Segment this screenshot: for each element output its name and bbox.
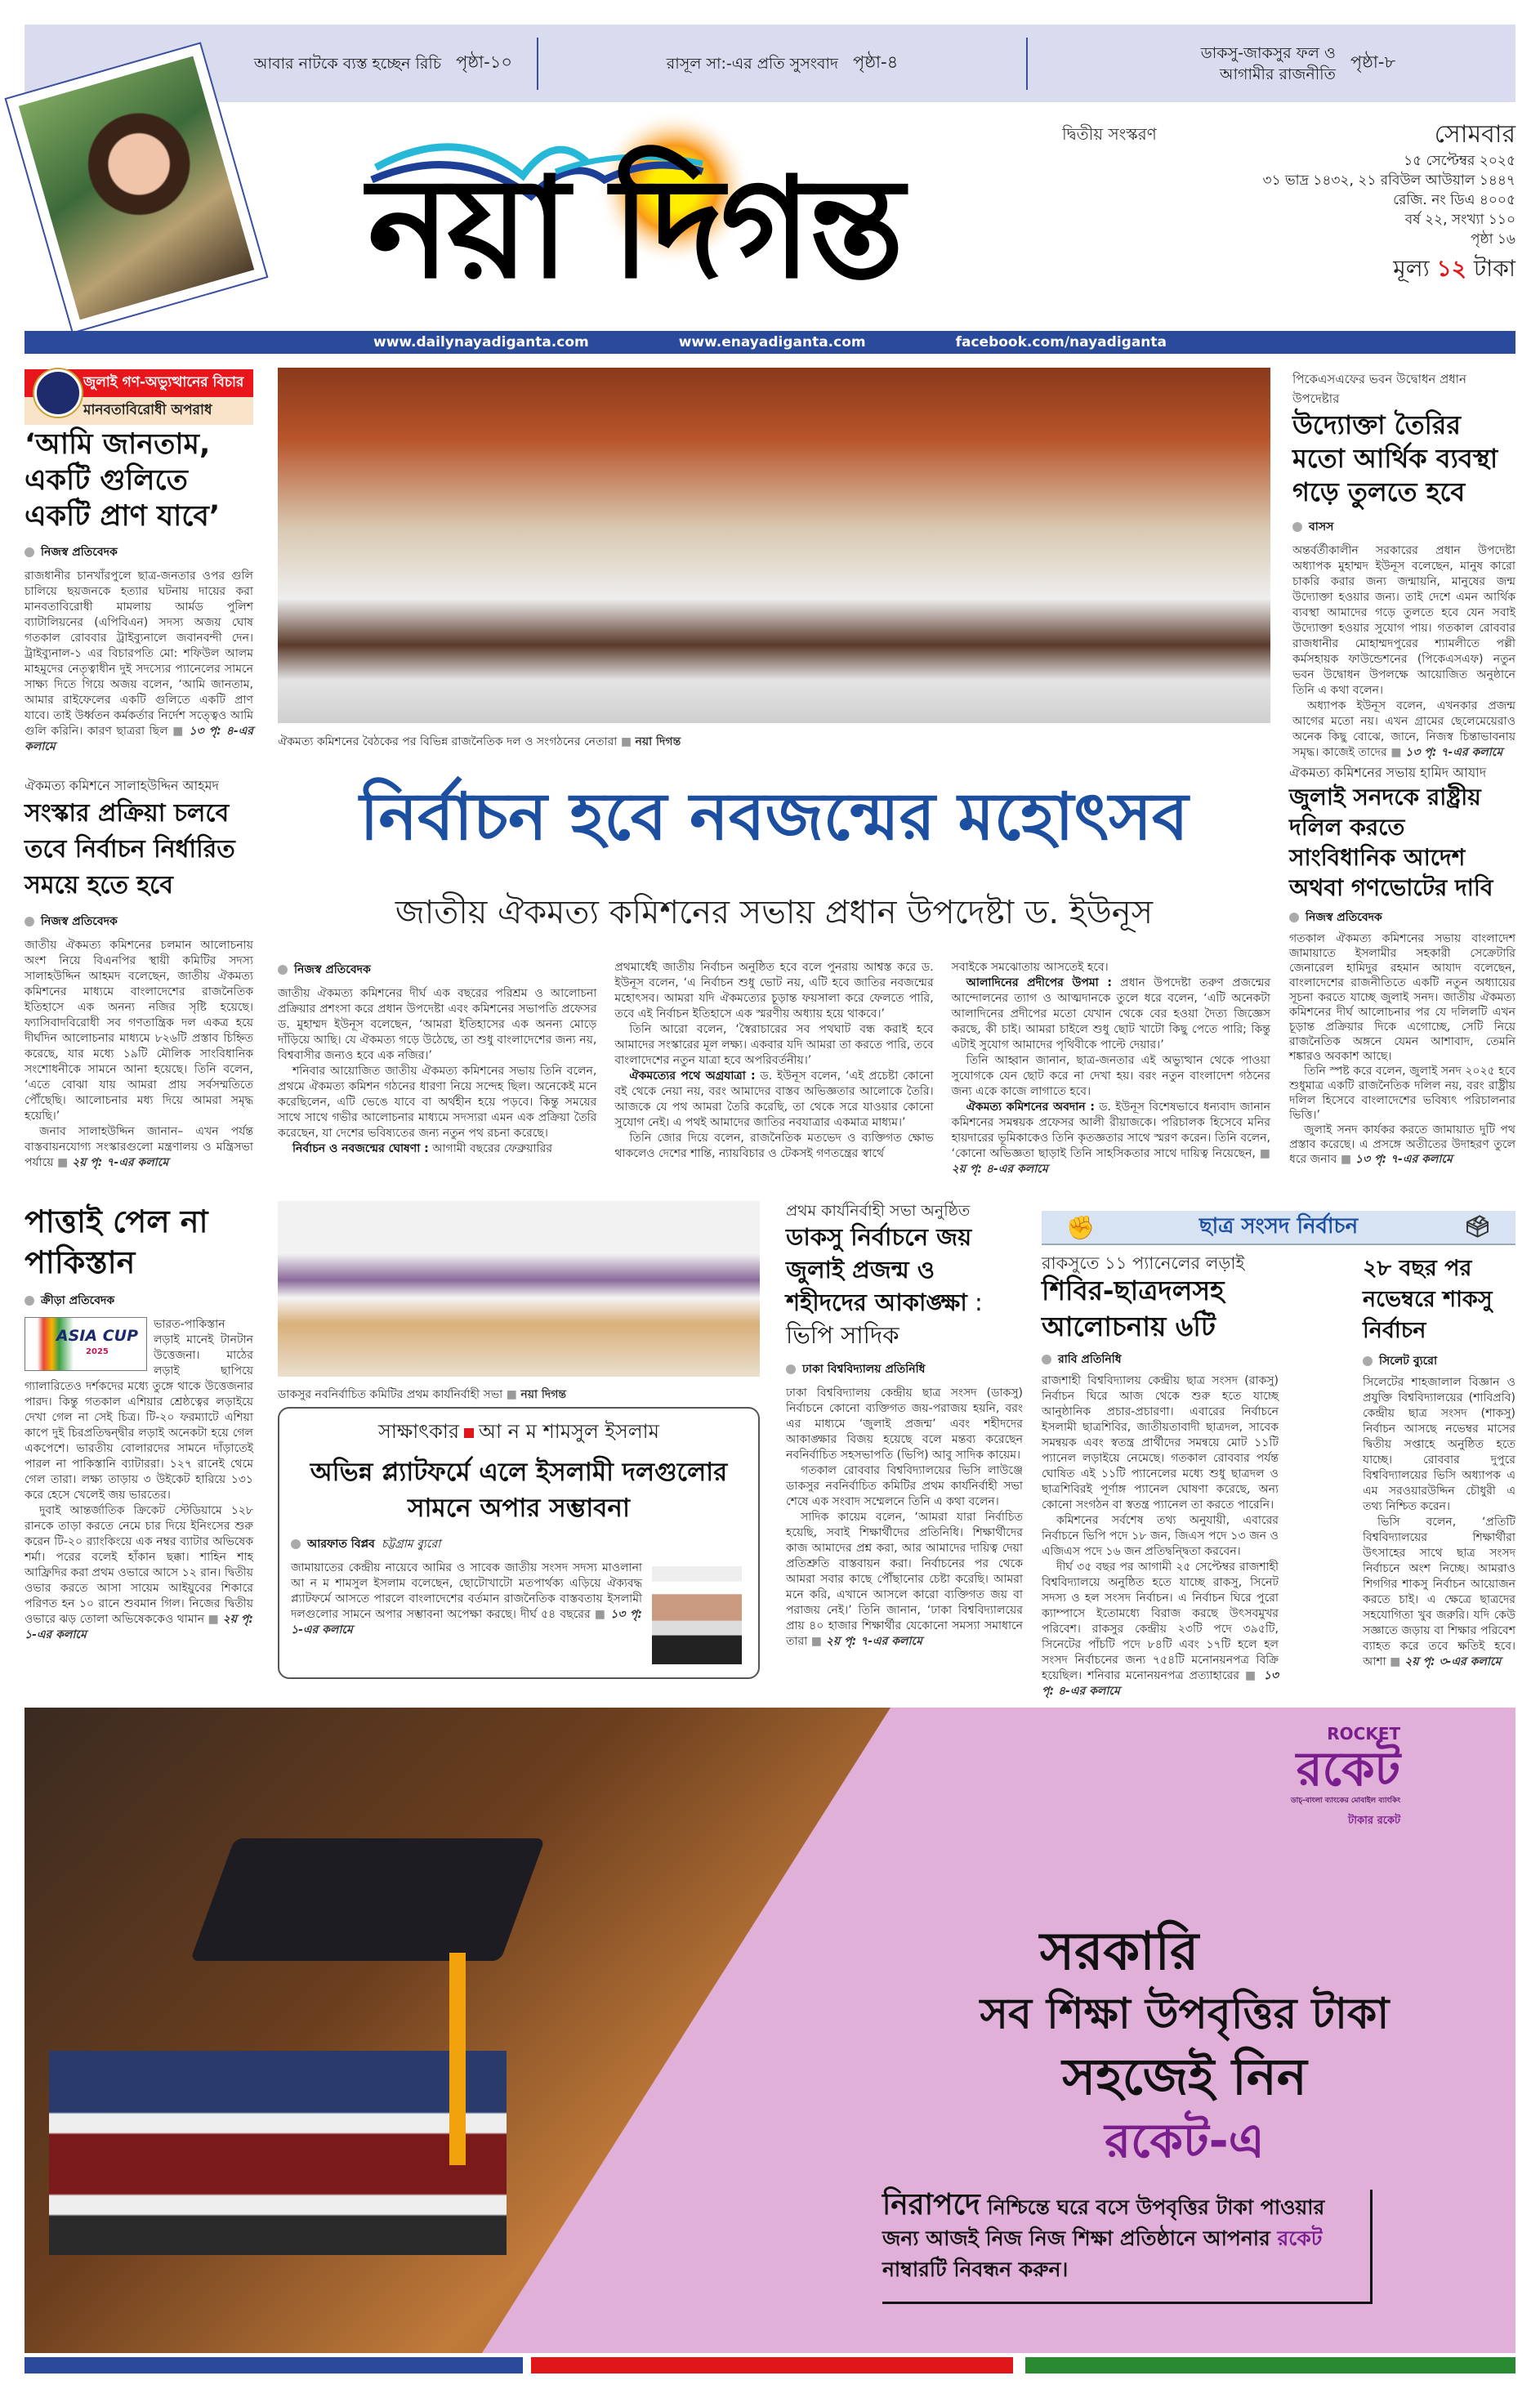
page-count: পৃষ্ঠা ১৬ bbox=[1470, 231, 1515, 248]
teaser-title: ডাকসু-জাকসুর ফল ও আগামীর রাজনীতি bbox=[1200, 43, 1336, 83]
article-body bbox=[1042, 1373, 1279, 1699]
ad-photo bbox=[25, 1708, 891, 2353]
teaser-bar bbox=[25, 25, 1515, 102]
paragraph bbox=[291, 1561, 642, 1638]
lead-article-body bbox=[278, 960, 1270, 1177]
pksf-story bbox=[1292, 369, 1515, 761]
shaksu-story bbox=[1363, 1253, 1515, 1670]
article-body bbox=[786, 1386, 1023, 1650]
paragraph bbox=[786, 1510, 1023, 1650]
paragraph-text: দুবাই আন্তর্জাতিক ক্রিকেট স্টেডিয়ামে ১২৮ রানকে তাড়া করতে নেমে চার দিয়ে ইনিংসের শুরু করেন টি-২০ র‍্যাংকিংয়ে এক নম্বর ব্যাটার অভিষেক শর্মা। পরের বলেই হাঁকান ছক্কা। শাহিন শাহ আফ্রিদির করা প্রথম ওভারে আসে ১২ রান। দ্বিতীয় ওভার করতে আসা সায়েম আইয়ুবের শিকারে পরিণত হন ১০ রানে শুবমান গিল। নিজের দ্বিতীয় ওভারে ঝড় তোলা অভিষেককেও থামান bbox=[25, 1504, 253, 1626]
byline bbox=[1289, 908, 1515, 927]
paragraph: তিনি আরো বলেন, ‘স্বৈরাচারের সব পথঘাট বন্ধ করাই হবে আমাদের সংস্কারের মূল লক্ষ্য। একবার যদি আমরা তা করতে পারি, তবে বাংলাদেশের নতুন যাত্রা হবে অপরিবর্তনীয়।’ bbox=[614, 1023, 934, 1067]
kicker: রাকসুতে ১১ প্যানেলের লড়াই bbox=[1042, 1253, 1245, 1273]
ad-body-lead: নিরাপদে bbox=[882, 2188, 980, 2222]
byline-text: বাসস bbox=[1309, 520, 1334, 534]
jump-link[interactable]: ■ ২য় পৃ: ৭-এর কলামে bbox=[57, 1156, 168, 1169]
byline bbox=[786, 1360, 1023, 1379]
headline[interactable]: পাত্তাই পেল না পাকিস্তান bbox=[25, 1203, 208, 1280]
brand-tagline: ডাচ্‌-বাংলা ব্যাংকের মোবাইল ব্যাংকিং bbox=[1291, 1797, 1401, 1805]
paragraph bbox=[25, 1124, 253, 1171]
article-body bbox=[1289, 931, 1515, 1167]
facebook-link[interactable]: facebook.com/nayadiganta bbox=[955, 334, 1167, 351]
jump-link[interactable]: ■ ২য় পৃ: ৭-এর কলামে bbox=[811, 1635, 922, 1648]
footer-bar-red bbox=[531, 2357, 1013, 2373]
paragraph bbox=[1292, 699, 1515, 761]
paragraph: গতকাল রোববার বিশ্ববিদ্যালয়ের ভিসি লাউঞ্জে ডাকসুর নবনির্বাচিত কমিটির প্রথম কার্যনির্বাহী সভা শেষে এক সংবাদ সম্মেলনে তিনি এ কথা বলেন। bbox=[786, 1464, 1023, 1508]
caption-credit: নয়া দিগন্ত bbox=[635, 735, 681, 748]
ad-line: রকেট-এ bbox=[1105, 2113, 1265, 2168]
paragraph-text: ড. ইউনূস বলেন, ‘এই প্রচেষ্টা কোনো বই থেকে নেয়া নয়, বরং আমাদের বাস্তব অভিজ্ঞতার আলোকে তৈরি। আজকে যে পথ আমরা তৈরি করেছি, তা থেকে সরে যাওয়ার কোনো সুযোগ নেই। এ পথই আমাদের জাতির নবযাত্রার একমাত্র মাধ্যম।’ bbox=[614, 1069, 934, 1129]
jump-link[interactable]: ■ ১৩ পৃ: ৭-এর কলামে bbox=[1341, 1153, 1453, 1166]
ad-headline bbox=[874, 1920, 1495, 2172]
byline bbox=[25, 912, 253, 931]
interview-box bbox=[278, 1407, 760, 1679]
price-currency: টাকা bbox=[1473, 255, 1515, 282]
byline-text: নিজস্ব প্রতিবেদক bbox=[41, 546, 118, 559]
teaser-item[interactable] bbox=[1026, 38, 1515, 90]
article-body bbox=[25, 1317, 253, 1643]
books-image bbox=[49, 2051, 507, 2255]
bullet-icon bbox=[25, 1296, 34, 1306]
kicker: ঐকমত্য কমিশনের সভায় হামিদ আযাদ bbox=[1289, 765, 1487, 780]
url-bar bbox=[25, 331, 1515, 354]
paragraph: জাতীয় ঐকমত্য কমিশনের চলমান আলোচনায় অংশ নিয়ে বিএনপির স্থায়ী কমিটির সদস্য সালাহউদ্দিন আহমদ বলেছেন, জাতীয় ঐকমত্য কমিশনের মাধ্যমে বাংলাদেশের রাজনৈতিক ইতিহাসে এক অনন্য নজির সৃষ্টি হয়েছে। ফ্যাসিবাদবিরোধী সব গণতান্ত্রিক দল একত্র হয়ে দীর্ঘদিন আলোচনার মাধ্যমে ৮২৬টি প্রস্তাব চিহ্নিত করেছে, যার মধ্যে ১৯টি মৌলিক সাংবিধানিক সংশোধনীকে সামনে আনা হয়েছে। তিনি বলেন, ‘এতে বোঝা যায় আমরা প্রায় সর্বসম্মতিতে পৌঁছেছি। আলোচনার মধ্য দিয়ে আমরা সমৃদ্ধ হয়েছি।’ bbox=[25, 939, 253, 1123]
headline[interactable]: শিবির-ছাত্রদলসহ আলোচনায় ৬টি bbox=[1042, 1275, 1225, 1342]
jump-link[interactable]: ■ ১৩ পৃ: ৪-এর কলামে bbox=[1042, 1669, 1279, 1698]
jump-link[interactable]: ■ ২য় পৃ: ৪-এর কলামে bbox=[952, 1147, 1270, 1176]
headline[interactable]: অভিন্ন প্ল্যাটফর্মে এলে ইসলামী দলগুলোর সামনে অপার সম্ভাবনা bbox=[310, 1458, 728, 1523]
byline-text: আরফাত বিপ্লব bbox=[307, 1538, 375, 1551]
website-link[interactable]: www.dailynayadiganta.com bbox=[373, 334, 589, 351]
subhead: ঐকমত্যের পথে অগ্রযাত্রা : bbox=[629, 1069, 756, 1083]
paragraph: তিনি জোর দিয়ে বলেন, রাজনৈতিক মতভেদ ও ব্যক্তিগত ক্ষোভ থাকলেও দেশের শান্তি, ন্যায়বিচার ও টেকসই গণতন্ত্রের স্বার্থে bbox=[614, 1132, 934, 1160]
bullet-icon bbox=[1363, 1356, 1373, 1366]
paragraph bbox=[25, 569, 253, 755]
byline bbox=[25, 1291, 253, 1311]
paragraph bbox=[278, 1141, 596, 1157]
paragraph-text: জুলাই সনদ কার্যকর করতে জামায়াত দুটি পথ প্রস্তাব করেছে। এ প্রসঙ্গে অতীতের উদাহরণ তুলে ধরে জনাব bbox=[1289, 1123, 1515, 1166]
ad-line: সহজেই নিন bbox=[1062, 2047, 1307, 2106]
article-body bbox=[25, 938, 253, 1171]
section-title: ছাত্র সংসদ নির্বাচন bbox=[1199, 1214, 1359, 1239]
paragraph: তিনি আহ্বান জানান, ছাত্র-জনতার এই অভ্যুত্থান থেকে পাওয়া সুযোগকে যেন ছোট করে না দেখা হয়। বরং নতুন বাংলাদেশ গঠনের জন্য একে কাজে লাগাতে হবে। bbox=[951, 1054, 1270, 1098]
paragraph: সবাইকে সমঝোতায় আসতেই হবে। bbox=[951, 961, 1109, 974]
bullet-icon bbox=[1042, 1355, 1051, 1364]
lead-subheadline: জাতীয় ঐকমত্য কমিশনের সভায় প্রধান উপদেষ্টা ড. ইউনূস bbox=[395, 894, 1154, 931]
logo-title: ASIA CUP bbox=[56, 1327, 138, 1345]
bullet-icon bbox=[1289, 913, 1299, 922]
paragraph: শনিবার আয়োজিত জাতীয় ঐকমত্য কমিশনের সভায় তিনি বলেন, প্রথমে ঐকমত্য কমিশন গঠনের ধারণা নিয়ে সন্দেহ ছিল। অনেকেই মনে করেছিলেন, এটি ভেঙে যাবে বা অর্থহীন হয়ে পড়বে। কিন্তু সময়ের সাথে সাথে গভীর আলোচনার মাধ্যমে সদস্যরা এমন এক প্রক্রিয়া তৈরি করেছেন, যা দেশের ভবিষ্যতের জন্য নতুন পথ রচনা করেছে। bbox=[278, 1065, 597, 1140]
subhead: নির্বাচন ও নবজন্মের ঘোষণা : bbox=[292, 1142, 429, 1155]
separator-icon bbox=[464, 1428, 474, 1438]
paragraph-text: ভিসি বলেন, ‘প্রতিটি বিশ্ববিদ্যালয়ের শিক্ষার্থীরা উৎসাহের সাথে ছাত্র সংসদ নির্বাচনে অংশ নিচ্ছে। আমরাও শিগগির শাকসু নির্বাচন আয়োজন করতে চাই। এ ক্ষেত্রে ছাত্রদের সহযোগিতা খুব জরুরি। যদি কেউ সজ্ঞাতে জড়ায় বা শিক্ষার পরিবেশ ব্যাহত করে তবে ক্ষতিই হবে। আশা bbox=[1363, 1516, 1515, 1668]
ad-body-text: নাম্বারটি নিবন্ধন করুন। bbox=[882, 2257, 1069, 2281]
date-block bbox=[1262, 118, 1515, 282]
lead-photo-caption: ঐকমত্য কমিশনের বৈঠকের পর বিভিন্ন রাজনৈতিক দল ও সংগঠনের নেতারা ■ নয়া দিগন্ত bbox=[278, 735, 681, 748]
byline-text: নিজস্ব প্রতিবেদক bbox=[1306, 911, 1382, 924]
ad-line: সরকারি bbox=[1039, 1922, 1199, 1982]
article-body bbox=[25, 569, 253, 755]
label: সাক্ষাৎকার bbox=[378, 1420, 460, 1443]
logo-year: 2025 bbox=[86, 1347, 109, 1356]
tribunal-label bbox=[25, 369, 253, 417]
paragraph-text: জামায়াতের কেন্দ্রীয় নায়েবে আমির ও সাবেক জাতীয় সংসদ সদস্য মাওলানা আ ন ম শামসুল ইসলাম বলেছেন, ছোটোখাটো মতপার্থক্য এড়িয়ে ঐক্যবদ্ধ প্ল্যাটফর্মে আসতে পারলে বাংলাদেশের বর্তমান রাজনৈতিক বাস্তবতায় ইসলামী দলগুলোর সামনে অপার সম্ভাবনা অপেক্ষা করছে। দীর্ঘ ৫৪ বছরের bbox=[291, 1561, 642, 1621]
label-bottom: মানবতাবিরোধী অপরাধ bbox=[25, 397, 253, 425]
paragraph bbox=[1042, 1560, 1279, 1699]
paragraph: তিনি স্পষ্ট করে বলেন, জুলাই সনদ ২০২৫ হবে শুধুমাত্র একটি রাজনৈতিক দলিল নয়, বরং রাষ্ট্রীয় দলিল হিসেবে বাংলাদেশের ভবিষ্যৎ পরিচালনার ভিত্তি।’ bbox=[1289, 1065, 1515, 1122]
paragraph: রাজশাহী বিশ্ববিদ্যালয় কেন্দ্রীয় ছাত্র সংসদ (রাকসু) নির্বাচন ঘিরে আজ থেকে শুরু হতে যাচ্ছে আনুষ্ঠানিক প্রচার-প্রচারণা। এবারের নির্বাচনে ইসলামী ছাত্রশিবির, জাতীয়তাবাদী ছাত্রদল, সাবেক সমন্বয়ক এবং স্বতন্ত্র প্রার্থীদের সমন্বয়ে মোট ১১টি প্যানেল লড়াইয়ে নেমেছে। গতকাল রোববার পর্যন্ত ঘোষিত এই ১১টি প্যানেলের মধ্যে শুধু ছাত্রদল ও ছাত্রশিবিরই পূর্ণাঙ্গ প্যানেল ঘোষণা করেছে, অন্য কোনো সংগঠন বা স্বতন্ত্র প্যানেল তা করতে পারেনি। bbox=[1042, 1374, 1279, 1512]
bullet-icon bbox=[25, 547, 34, 557]
brand-slogan: টাকার রকেট bbox=[1348, 1815, 1401, 1827]
caption-text: ডাকসুর নবনির্বাচিত কমিটির প্রথম কার্যনির্বাহী সভা bbox=[278, 1388, 503, 1401]
column bbox=[614, 960, 933, 1177]
teaser-item[interactable] bbox=[537, 38, 1026, 90]
kicker: ঐকমত্য কমিশনে সালাহউদ্দিন আহমদ bbox=[25, 778, 219, 793]
rocket-logo bbox=[1291, 1724, 1400, 1830]
byline-text: ঢাকা বিশ্ববিদ্যালয় প্রতিনিধি bbox=[802, 1363, 926, 1376]
price bbox=[1263, 255, 1515, 282]
paragraph-text: প্রধান উপদেষ্টা তরুণ প্রজন্মের আন্দোলনের ত্যাগ ও আত্মদানকে তুলে ধরে বলেন, ‘এটি অনেকটা আলাদিনের প্রদীপের মতো যেখান থেকে বের হওয়া দৈত্য জিজ্ঞেস করছে, কী চাই। আমরা চাইলে শুধু ছোট খাটো কিছু পেতে পারি; কিন্তু এটাই সুযোগ আমাদের পৃথিবীকে পাল্টে দেয়ার।’ bbox=[951, 976, 1271, 1052]
lead-headline[interactable]: নির্বাচন হবে নবজন্মের মহোৎসব bbox=[359, 779, 1189, 855]
interviewee-portrait bbox=[652, 1566, 742, 1664]
column bbox=[278, 960, 596, 1177]
lead-photo[interactable] bbox=[278, 368, 1270, 723]
headline[interactable]: ‘আমি জানতাম, একটি গুলিতে একটি প্রাণ যাবে’ bbox=[25, 428, 221, 533]
kicker: পিকেএসএফের ভবন উদ্বোধন প্রধান উপদেষ্টার bbox=[1292, 372, 1466, 406]
rocket-advertisement[interactable] bbox=[25, 1708, 1515, 2353]
bullet-icon bbox=[291, 1539, 301, 1549]
byline bbox=[291, 1534, 747, 1554]
paragraph: অন্তর্বর্তীকালীন সরকারের প্রধান উপদেষ্টা অধ্যাপক মুহাম্মদ ইউনূস বলেছেন, মানুষ কারো চাকরি করার জন্য জন্মায়নি, মানুষের জন্ম উদ্যোক্তা হওয়ার জন্য। তাই দেশে এমন আর্থিক ব্যবস্থা আমাদের গড়ে তুলতে হবে যেন সবাই উদ্যোক্তা হওয়ার সুযোগ পায়। গতকাল রোববার রাজধানীর মোহাম্মদপুরের শ্যামলীতে পল্লী কর্মসহায়ক ফাউন্ডেশনের (পিকেএসএফ) নতুন ভবন উদ্বোধন উপলক্ষে আয়োজিত অনুষ্ঠানে তিনি এ কথা বলেন। bbox=[1292, 544, 1515, 697]
weekday: সোমবার bbox=[1434, 120, 1515, 149]
footer-bar-green bbox=[1025, 2357, 1515, 2373]
paragraph-text: অধ্যাপক ইউনূস বলেন, এখনকার প্রজন্ম আগের মতো নয়। এখন গ্রামের ছেলেমেয়েরাও অনেক কিছু বোঝে, জানে, নিজস্ব চিন্তাভাবনায় সমৃদ্ধ। কাজেই তাদের bbox=[1292, 699, 1515, 759]
raised-fist-icon: ✊ bbox=[1066, 1213, 1095, 1241]
volume: বর্ষ ২২, সংখ্যা ১১০ bbox=[1404, 212, 1515, 228]
byline-text: সিলেট ব্যুরো bbox=[1379, 1355, 1438, 1368]
byline bbox=[1363, 1351, 1515, 1371]
cricket-story bbox=[25, 1201, 253, 1643]
paragraph: কমিশনের সর্বশেষ তথ্য অনুযায়ী, এবারের নির্বাচনে ভিপি পদে ১৮ জন, জিএস পদে ১৩ জন ও এজিএস পদে ১৬ জন প্রতিদ্বন্দ্বিতা করবেন। bbox=[1042, 1514, 1279, 1558]
bullet-icon bbox=[278, 965, 288, 975]
ad-body bbox=[882, 2190, 1373, 2304]
byline-text: নিজস্ব প্রতিবেদক bbox=[294, 963, 371, 976]
price-value: ১২ bbox=[1436, 255, 1466, 282]
headline-main: ডাকসু নির্বাচনে জয় জুলাই প্রজন্ম ও শহীদদের আকাঙ্ক্ষা bbox=[786, 1223, 972, 1316]
subhead: আলাদিনের প্রদীপের উপমা : bbox=[966, 976, 1112, 989]
jamaat-story bbox=[1289, 764, 1515, 1167]
teaser-title: রাসূল সা:-এর প্রতি সুসংবাদ bbox=[666, 54, 838, 73]
ad-line: সব শিক্ষা উপবৃত্তির টাকা bbox=[980, 1989, 1390, 2039]
jump-link[interactable]: ■ ২য় পৃ: ১-এর কলামে bbox=[25, 1613, 253, 1641]
paragraph bbox=[952, 1100, 1270, 1177]
paragraph-text: রাজধানীর চানখাঁরপুলে ছাত্র-জনতার ওপর গুলি চালিয়ে ছয়জনকে হত্যার ঘটনায় দায়ের করা মানবতাবিরোধী মামলায় আর্মড পুলিশ ব্যাটালিয়নের (এপিবিএন) সদস্য অজয় ঘোষ গতকাল রোববার ট্রাইব্যুনালে জবানবন্দী দেন। ট্রাইব্যুনাল-১ এর বিচারপতি মো: শফিউল আলম মাহমুদের নেতৃত্বাধীন দুই সদস্যের প্যানেলের সামনে সাক্ষ্য দিতে গিয়ে অজয় বলেন, ‘আমি জানতাম, আমার রাইফেলের একটি গুলিতে একটি প্রাণ যাবে। তাই উর্ধ্বতন কর্মকর্তার নির্দেশ সত্ত্বেও আমি গুলি করিনি। কারণ ছাত্ররা ছিল bbox=[25, 569, 253, 738]
paragraph-text: ড. ইউনূস বিশেষভাবে ধন্যবাদ জানান কমিশনের সমন্বয়ক প্রফেসর আলী রীয়াজকে। পরিচালক হিসেবে মনির হায়দারের ভূমিকাকেও তিনি কৃতজ্ঞতার সাথে স্মরণ করেন। তিনি বলেন, ‘কোনো অভিজ্ঞতা ছাড়াই তিনি সাহসিকতার সাথে দায়িত্ব নিয়েছেন, bbox=[951, 1101, 1270, 1160]
ducsu-story bbox=[786, 1201, 1023, 1650]
paragraph: জাতীয় ঐকমত্য কমিশনের দীর্ঘ এক বছরের পরিশ্রম ও আলোচনা প্রক্রিয়ার প্রশংসা করে প্রধান উপদেষ্টা এবং কমিশনের সভাপতি প্রফেসর ড. মুহাম্মদ ইউনূস বলেছেন, ‘আমরা ইতিহাসের এক অনন্য মোড়ে দাঁড়িয়ে আছি। যে ঐকমত্য গড়ে উঠেছে, তা শুধু বাংলাদেশের জন্য নয়, বিশ্ববাসীর জন্যও হবে এক নজির।’ bbox=[278, 987, 597, 1062]
brand-bn: রকেট bbox=[1296, 1741, 1401, 1797]
caption-credit: নয়া দিগন্ত bbox=[520, 1388, 567, 1401]
paragraph bbox=[614, 1069, 933, 1131]
ad-body-text: নিশ্চিন্তে ঘরে বসে উপবৃত্তির টাকা পাওয়ার জন্য আজই নিজ নিজ শিক্ষা প্রতিষ্ঠানে আপনার bbox=[882, 2195, 1325, 2250]
byline bbox=[1292, 517, 1515, 537]
newspaper-name: নয়া দিগন্ত bbox=[368, 148, 901, 310]
headline[interactable]: ২৮ বছর পর নভেম্বরে শাকসু নির্বাচন bbox=[1363, 1256, 1493, 1343]
jump-link[interactable]: ■ ২য় পৃ: ৩-এর কলামে bbox=[1390, 1655, 1501, 1668]
headline-tail: : ভিপি সাদিক bbox=[786, 1288, 983, 1349]
byline-desk: চট্টগ্রাম ব্যুরো bbox=[381, 1538, 441, 1551]
headline[interactable]: সংস্কার প্রক্রিয়া চলবে তবে নির্বাচন নির্ধারিত সময়ে হতে হবে bbox=[25, 799, 235, 900]
bullet-icon bbox=[786, 1364, 796, 1374]
paragraph: ভারত-পাকিস্তান লড়াই মানেই টানটান উত্তেজনা। মাঠের লড়াই ছাপিয়ে গ্যালারিতেও দর্শকদের মধ্যে তুঙ্গে থাকে উত্তেজনার পারদ। কিন্তু গতকাল এশিয়ার শ্রেষ্ঠত্বের লড়াইয়ে দেখা গেল না সেই চিত্র। টি-২০ ফরম্যাটে এশিয়া কাপে দুই চিরপ্রতিদ্বন্দ্বীর লড়াই অনেকটা হয়ে গেল একপেশে। ভারতীয় বোলারদের সামনে দাঁড়াতেই পারল না পাকিস্তানি ব্যাটাররা। ১২৭ রানেই থেমে গেল তারা। লক্ষ্য তাড়ায় ৩ উইকেট হারিয়ে ১৩১ করে হেসে খেলেই জয় ভারতের। bbox=[25, 1318, 253, 1502]
jump-link[interactable]: ■ ১৩ পৃ: ৭-এর কলামে bbox=[1390, 746, 1502, 759]
teaser-item[interactable] bbox=[25, 38, 537, 90]
article-body bbox=[291, 1561, 642, 1638]
teaser-page: পৃষ্ঠা-৪ bbox=[853, 52, 899, 72]
teaser-page: পৃষ্ঠা-৮ bbox=[1350, 52, 1396, 72]
jump-link[interactable]: ■ ১৩ পৃ: ৪-এর কলামে bbox=[25, 725, 253, 753]
bullet-icon bbox=[25, 917, 34, 927]
byline-text: রাবি প্রতিনিধি bbox=[1058, 1353, 1122, 1366]
byline bbox=[25, 543, 253, 562]
person: আ ন ম শামসুল ইসলাম bbox=[479, 1420, 659, 1443]
byline bbox=[1042, 1350, 1279, 1369]
kicker: প্রথম কার্যনির্বাহী সভা অনুষ্ঠিত bbox=[786, 1202, 971, 1220]
label-top: জুলাই গণ-অভ্যুত্থানের বিচার bbox=[25, 369, 253, 397]
byline-text: নিজস্ব প্রতিবেদক bbox=[41, 915, 118, 928]
ducsu-meeting-photo[interactable] bbox=[278, 1201, 760, 1377]
section-banner bbox=[1042, 1211, 1515, 1245]
date: ১৫ সেপ্টেম্বর ২০২৫ bbox=[1404, 153, 1515, 169]
paragraph-text: দীর্ঘ ৩৫ বছর পর আগামী ২৫ সেপ্টেম্বর রাজশাহী বিশ্ববিদ্যালয়ে অনুষ্ঠিত হতে যাচ্ছে রাকসু, সিনেট সদস্য ও হল সংসদ নির্বাচন। এ নির্বাচন ঘিরে পুরো ক্যাম্পাসে ইতোমধ্যে বিরাজ করছে উৎসবমুখর পরিবেশ। রাকসুর কেন্দ্রীয় ২৩টি পদে ৩৯৫টি, সিনেটের পাঁচটি পদে ৮৪টি এবং ১৭টি হলে হল সংসদ নির্বাচনের জন্য ৭৫৪টি মনোনয়নপত্র বিক্রি হয়েছিল। শনিবার মনোনয়নপত্র প্রত্যাহারের bbox=[1042, 1561, 1279, 1682]
brand-en: ROCKET bbox=[1327, 1724, 1401, 1744]
ducsu-photo-caption: ডাকসুর নবনির্বাচিত কমিটির প্রথম কার্যনির্বাহী সভা ■ নয়া দিগন্ত bbox=[278, 1388, 567, 1401]
paragraph: প্রথমার্ধেই জাতীয় নির্বাচন অনুষ্ঠিত হবে বলে পুনরায় আশ্বস্ত করে ড. ইউনূস বলেন, ‘এ নির্বাচন শুধু ভোট নয়, এটি হবে জাতির নবজন্মের মহোৎসব। আমরা যদি ঐকমত্যের চূড়ান্ত ফয়সালা করে ফেলতে পারি, তবে এই নির্বাচন ইতিহাসে এক স্মরণীয় অধ্যায় হয়ে থাকবে।’ bbox=[614, 961, 934, 1020]
paragraph: গতকাল ঐকমত্য কমিশনের সভায় বাংলাদেশ জামায়াতে ইসলামীর সহকারী সেক্রেটারি জেনারেল হামিদুর রহমান আযাদ বলেছেন, বাংলাদেশের রাজনীতিতে একটি নতুন অধ্যায়ের সূচনা করতে যাচ্ছে জুলাই সনদ। জাতীয় ঐকমত্য কমিশনের দীর্ঘ আলোচনার পর যে দলিলটি এখন চূড়ান্ত প্রক্রিয়ার দিকে এগোচ্ছে, সেটি নিয়ে রাজনৈতিক অঙ্গনে যেমন আশাবাদ, তেমনি শঙ্কারও অবকাশ আছে। bbox=[1289, 932, 1515, 1063]
salahuddin-story bbox=[25, 776, 253, 1171]
price-label: মূল্য bbox=[1393, 255, 1430, 282]
graduation-cap-image bbox=[190, 1838, 546, 1961]
alt-date: ৩১ ভাদ্র ১৪৩২, ২১ রবিউল আউয়াল ১৪৪৭ bbox=[1262, 172, 1515, 189]
column bbox=[952, 960, 1270, 1177]
paragraph bbox=[1363, 1515, 1515, 1670]
paragraph bbox=[1289, 1123, 1515, 1167]
teaser-page: পৃষ্ঠা-১০ bbox=[456, 52, 512, 72]
article-body bbox=[1363, 1375, 1515, 1670]
paragraph-text: জনাব সালাহউদ্দিন জানান– এখন পর্যন্ত বাস্তবায়নযোগ্য সংস্কারগুলো মন্ত্রণালয় ও মন্ত্রিসভা পর্যায়ে bbox=[25, 1125, 253, 1169]
headline[interactable] bbox=[786, 1221, 1023, 1351]
headline[interactable]: উদ্যোক্তা তৈরির মতো আর্থিক ব্যবস্থা গড়ে তুলতে হবে bbox=[1292, 409, 1498, 507]
article-body bbox=[1292, 543, 1515, 761]
headline[interactable]: জুলাই সনদকে রাষ্ট্রীয় দলিল করতে সাংবিধানিক আদেশ অথবা গণভোটের দাবি bbox=[1289, 784, 1493, 901]
paragraph-text: সাদিক কায়েম বলেন, ‘আমরা যারা নির্বাচিত হয়েছি, সবাই শিক্ষার্থীদের প্রতিনিধি। শিক্ষার্থীদের কাজ আমাদের প্রশ্ন করা, আর আমাদের দায়িত্ব দেয়া প্রতিশ্রুতি বাস্তবায়ন করা। নির্বাচনের পর থেকে আমরা সবার কাছে পৌঁছানোর চেষ্টা করেছি। আমরা মনে করি, এখানে আসলে কারো ব্যক্তিগত জয় বা পরাজয় নেই।’ তিনি জানান, ‘ঢাকা বিশ্ববিদ্যালয়ের প্রায় ৪০ হাজার শিক্ষার্থীর যেকোনো সমস্যা সমাধানে তারা bbox=[786, 1511, 1023, 1648]
bullet-icon bbox=[1292, 522, 1302, 532]
jump-link[interactable]: ■ ১৩ পৃ: ১-এর কলামে bbox=[291, 1608, 642, 1637]
subhead: ঐকমত্য কমিশনের অবদান : bbox=[966, 1101, 1095, 1114]
edition-label: দ্বিতীয় সংস্করণ bbox=[1062, 124, 1157, 144]
paragraph bbox=[25, 1503, 253, 1643]
paragraph bbox=[952, 976, 1270, 1053]
footer-bar-blue bbox=[25, 2357, 523, 2373]
tassel-image bbox=[449, 1953, 466, 2165]
caption-text: ঐকমত্য কমিশনের বৈঠকের পর বিভিন্ন রাজনৈতিক দল ও সংগঠনের নেতারা bbox=[278, 735, 618, 748]
byline bbox=[278, 960, 596, 980]
epaper-link[interactable]: www.enayadiganta.com bbox=[678, 334, 866, 351]
raksu-story bbox=[1042, 1253, 1279, 1699]
asia-cup-logo bbox=[25, 1317, 147, 1371]
registration: রেজি. নং ডিএ ৪০০৫ bbox=[1393, 192, 1515, 208]
ad-body-brand: রকেট bbox=[1277, 2226, 1323, 2250]
byline-text: ক্রীড়া প্রতিবেদক bbox=[41, 1294, 115, 1307]
paragraph: সিলেটের শাহজালাল বিজ্ঞান ও প্রযুক্তি বিশ্ববিদ্যালয়ের (শাবিপ্রবি) কেন্দ্রীয় ছাত্র সংসদ (শাকসু) নির্বাচন আসছে নভেম্বর মাসের দ্বিতীয় সপ্তাহে অনুষ্ঠিত হতে যাচ্ছে। রোববার দুপুরে বিশ্ববিদ্যালয়ের ভিসি অধ্যাপক এ এম সরওয়ারউদ্দিন চৌধুরী এ তথ্য নিশ্চিত করেন। bbox=[1363, 1376, 1515, 1513]
ballot-box-icon: 🗳 bbox=[1463, 1215, 1491, 1239]
tribunal-story bbox=[25, 369, 253, 755]
paragraph-text: আগামী বছরের ফেব্রুয়ারির bbox=[432, 1142, 553, 1155]
paragraph: ঢাকা বিশ্ববিদ্যালয় কেন্দ্রীয় ছাত্র সংসদ (ডাকসু) নির্বাচনে কোনো ব্যক্তিগত জয়-পরাজয় হয়নি, বরং এর মাধ্যমে ‘জুলাই প্রজন্ম’ এবং শহীদদের আকাঙ্ক্ষার বিজয় হয়েছে বলে মন্তব্য করেছেন নবনির্বাচিত সহসভাপতি (ভিপি) আবু সাদিক কায়েম। bbox=[786, 1387, 1023, 1462]
tribunal-seal-icon bbox=[34, 369, 82, 417]
teaser-title: আবার নাটকে ব্যস্ত হচ্ছেন রিচি bbox=[253, 54, 442, 73]
interview-label bbox=[291, 1417, 747, 1449]
